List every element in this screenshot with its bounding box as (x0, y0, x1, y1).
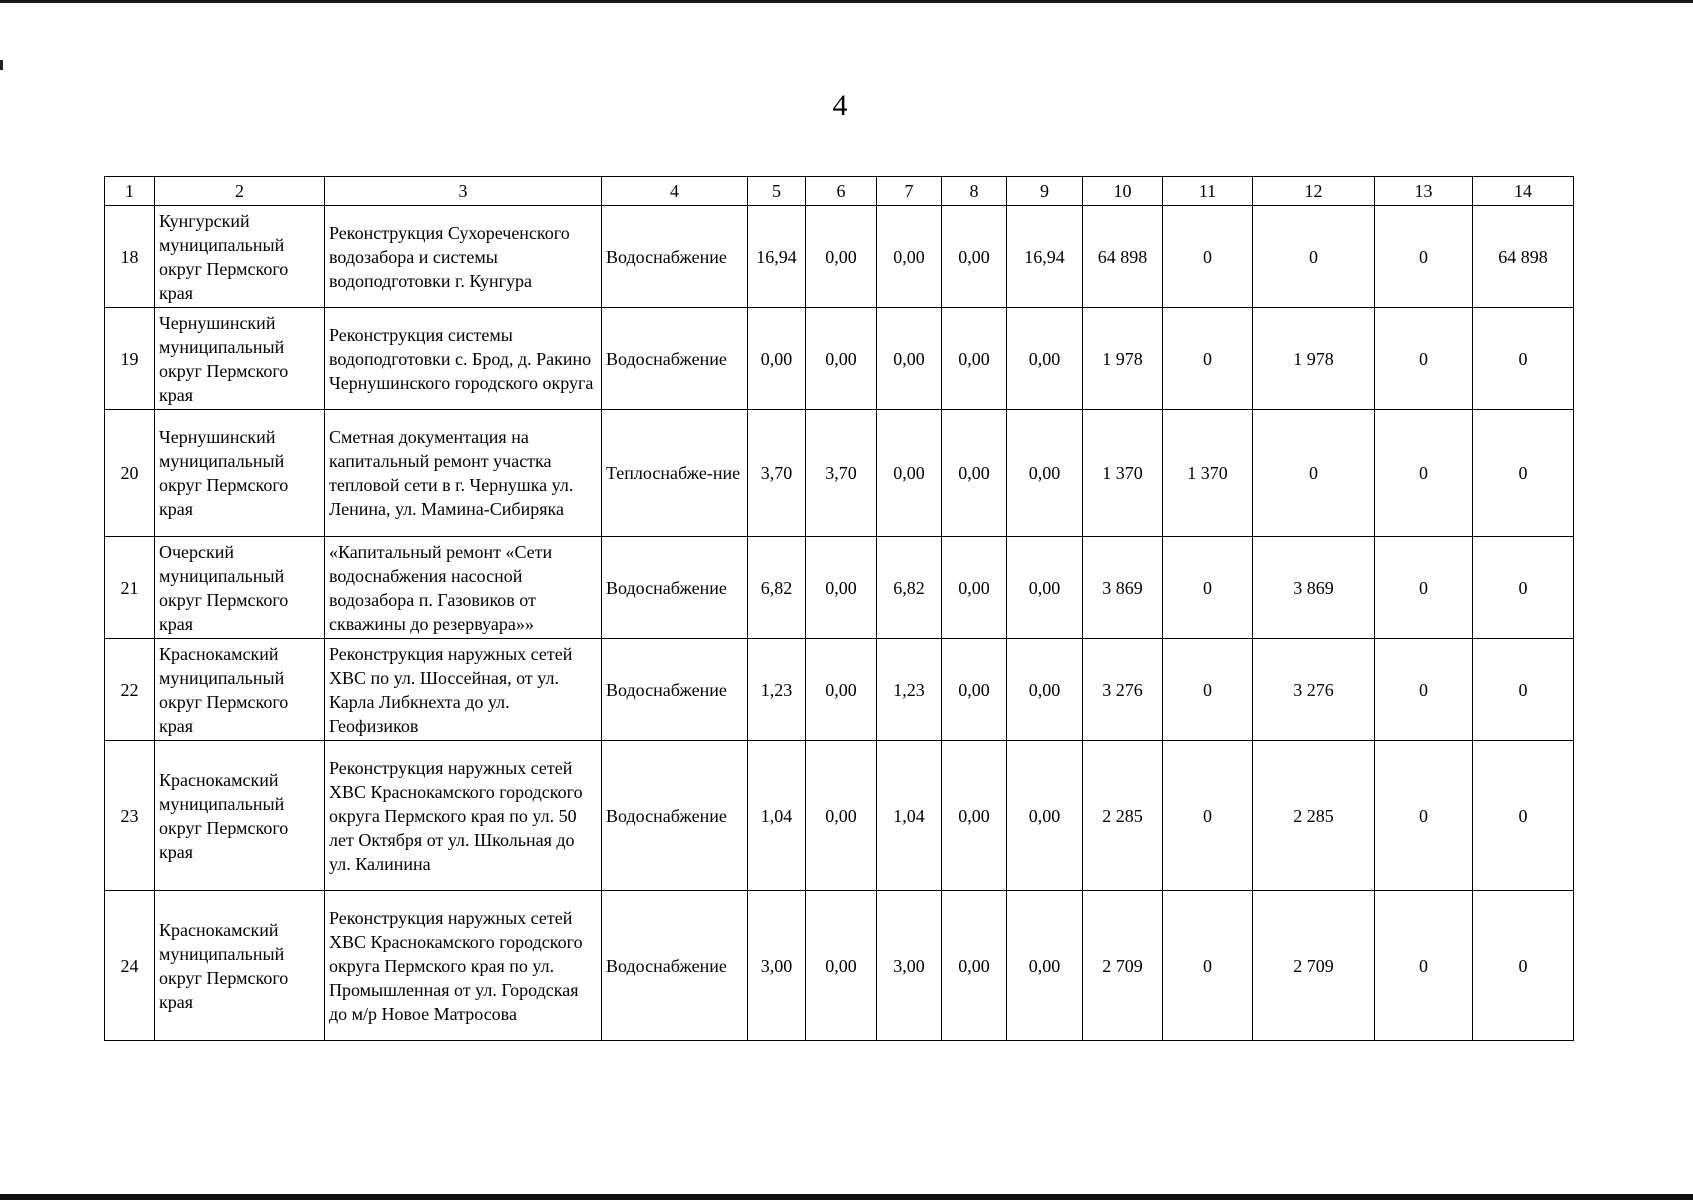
value-cell: 0 (1375, 537, 1473, 639)
value-cell: 0,00 (877, 206, 942, 308)
value-cell: 0 (1163, 308, 1253, 410)
object-cell: Реконструкция наружных сетей ХВС Краснокамского городского округа Пермского края по ул. Промышленная от ул. Городская до м/р Новое Матросова (325, 891, 602, 1041)
object-cell: Реконструкция Сухореченского водозабора и системы водоподготовки г. Кунгура (325, 206, 602, 308)
value-cell: 0 (1253, 206, 1375, 308)
value-cell: 0 (1473, 537, 1574, 639)
sector-cell: Водоснабжение (602, 891, 748, 1041)
table-row (105, 410, 1574, 537)
value-cell: 0,00 (942, 639, 1007, 741)
value-cell: 0,00 (806, 206, 877, 308)
object-cell: Сметная документация на капитальный ремонт участка тепловой сети в г. Чернушка ул. Ленина, ул. Мамина-Сибиряка (325, 410, 602, 537)
object-cell: Реконструкция наружных сетей ХВС Краснокамского городского округа Пермского края по ул. 50 лет Октября от ул. Школьная до ул. Калинина (325, 741, 602, 891)
municipality-cell: Кунгурский муниципальный округ Пермского края (155, 206, 325, 308)
column-header: 9 (1007, 177, 1083, 206)
value-cell: 0,00 (806, 639, 877, 741)
table-header-row (105, 177, 1574, 206)
value-cell: 0 (1473, 410, 1574, 537)
row-number: 24 (105, 891, 155, 1041)
municipality-cell: Краснокамский муниципальный округ Пермского края (155, 741, 325, 891)
value-cell: 0,00 (942, 410, 1007, 537)
value-cell: 1,23 (748, 639, 806, 741)
value-cell: 16,94 (1007, 206, 1083, 308)
municipality-cell: Чернушинский муниципальный округ Пермского края (155, 308, 325, 410)
column-header: 14 (1473, 177, 1574, 206)
value-cell: 1 978 (1253, 308, 1375, 410)
value-cell: 0,00 (1007, 537, 1083, 639)
value-cell: 16,94 (748, 206, 806, 308)
column-header: 3 (325, 177, 602, 206)
value-cell: 1,04 (748, 741, 806, 891)
scan-bottom-edge (0, 1194, 1693, 1200)
value-cell: 0 (1473, 639, 1574, 741)
column-header: 5 (748, 177, 806, 206)
sector-cell: Водоснабжение (602, 741, 748, 891)
value-cell: 3,00 (748, 891, 806, 1041)
value-cell: 0,00 (1007, 308, 1083, 410)
object-cell: Реконструкция системы водоподготовки с. Брод, д. Ракино Чернушинского городского округа (325, 308, 602, 410)
value-cell: 3 869 (1253, 537, 1375, 639)
value-cell: 0 (1375, 206, 1473, 308)
value-cell: 0 (1163, 206, 1253, 308)
value-cell: 3 276 (1253, 639, 1375, 741)
column-header: 1 (105, 177, 155, 206)
value-cell: 2 709 (1253, 891, 1375, 1041)
value-cell: 0 (1375, 741, 1473, 891)
value-cell: 0 (1163, 537, 1253, 639)
table-row (105, 639, 1574, 741)
column-header: 13 (1375, 177, 1473, 206)
value-cell: 0,00 (806, 308, 877, 410)
row-number: 21 (105, 537, 155, 639)
value-cell: 2 285 (1083, 741, 1163, 891)
scan-top-edge (0, 0, 1693, 3)
scan-mark (0, 60, 3, 70)
value-cell: 0,00 (806, 741, 877, 891)
object-cell: «Капитальный ремонт «Сети водоснабжения насосной водозабора п. Газовиков от скважины до резервуара»» (325, 537, 602, 639)
column-header: 11 (1163, 177, 1253, 206)
value-cell: 1 370 (1163, 410, 1253, 537)
table-row (105, 891, 1574, 1041)
object-cell: Реконструкция наружных сетей ХВС по ул. Шоссейная, от ул. Карла Либкнехта до ул. Геофизиков (325, 639, 602, 741)
value-cell: 0,00 (942, 537, 1007, 639)
municipality-cell: Краснокамский муниципальный округ Пермского края (155, 639, 325, 741)
value-cell: 3,00 (877, 891, 942, 1041)
value-cell: 3 276 (1083, 639, 1163, 741)
row-number: 18 (105, 206, 155, 308)
row-number: 22 (105, 639, 155, 741)
value-cell: 0,00 (942, 308, 1007, 410)
value-cell: 0,00 (942, 741, 1007, 891)
value-cell: 0 (1375, 891, 1473, 1041)
value-cell: 0 (1163, 891, 1253, 1041)
value-cell: 64 898 (1473, 206, 1574, 308)
value-cell: 0 (1473, 891, 1574, 1041)
table-row (105, 537, 1574, 639)
column-header: 2 (155, 177, 325, 206)
table-row (105, 308, 1574, 410)
column-header: 4 (602, 177, 748, 206)
municipality-cell: Чернушинский муниципальный округ Пермского края (155, 410, 325, 537)
municipality-cell: Краснокамский муниципальный округ Пермского края (155, 891, 325, 1041)
column-header: 8 (942, 177, 1007, 206)
value-cell: 2 285 (1253, 741, 1375, 891)
row-number: 20 (105, 410, 155, 537)
sector-cell: Водоснабжение (602, 308, 748, 410)
value-cell: 0,00 (806, 891, 877, 1041)
value-cell: 0 (1375, 639, 1473, 741)
data-table (104, 176, 1574, 1041)
value-cell: 0,00 (1007, 410, 1083, 537)
value-cell: 0,00 (806, 537, 877, 639)
column-header: 7 (877, 177, 942, 206)
value-cell: 1,23 (877, 639, 942, 741)
value-cell: 0 (1163, 639, 1253, 741)
table-row (105, 741, 1574, 891)
value-cell: 0,00 (942, 891, 1007, 1041)
value-cell: 0,00 (1007, 741, 1083, 891)
value-cell: 0 (1253, 410, 1375, 537)
sector-cell: Водоснабжение (602, 537, 748, 639)
row-number: 23 (105, 741, 155, 891)
column-header: 6 (806, 177, 877, 206)
value-cell: 0,00 (877, 308, 942, 410)
column-header: 10 (1083, 177, 1163, 206)
value-cell: 6,82 (748, 537, 806, 639)
value-cell: 1 978 (1083, 308, 1163, 410)
value-cell: 0 (1375, 410, 1473, 537)
sector-cell: Водоснабжение (602, 206, 748, 308)
value-cell: 0,00 (942, 206, 1007, 308)
value-cell: 0,00 (1007, 639, 1083, 741)
row-number: 19 (105, 308, 155, 410)
value-cell: 2 709 (1083, 891, 1163, 1041)
value-cell: 0 (1163, 741, 1253, 891)
value-cell: 0 (1473, 741, 1574, 891)
municipality-cell: Очерский муниципальный округ Пермского края (155, 537, 325, 639)
value-cell: 1,04 (877, 741, 942, 891)
value-cell: 3,70 (748, 410, 806, 537)
value-cell: 0,00 (877, 410, 942, 537)
value-cell: 3,70 (806, 410, 877, 537)
value-cell: 64 898 (1083, 206, 1163, 308)
table-row (105, 206, 1574, 308)
value-cell: 6,82 (877, 537, 942, 639)
value-cell: 3 869 (1083, 537, 1163, 639)
value-cell: 0 (1375, 308, 1473, 410)
value-cell: 0 (1473, 308, 1574, 410)
sector-cell: Водоснабжение (602, 639, 748, 741)
value-cell: 1 370 (1083, 410, 1163, 537)
column-header: 12 (1253, 177, 1375, 206)
value-cell: 0,00 (1007, 891, 1083, 1041)
page-number: 4 (832, 89, 848, 122)
value-cell: 0,00 (748, 308, 806, 410)
sector-cell: Теплоснабже-ние (602, 410, 748, 537)
